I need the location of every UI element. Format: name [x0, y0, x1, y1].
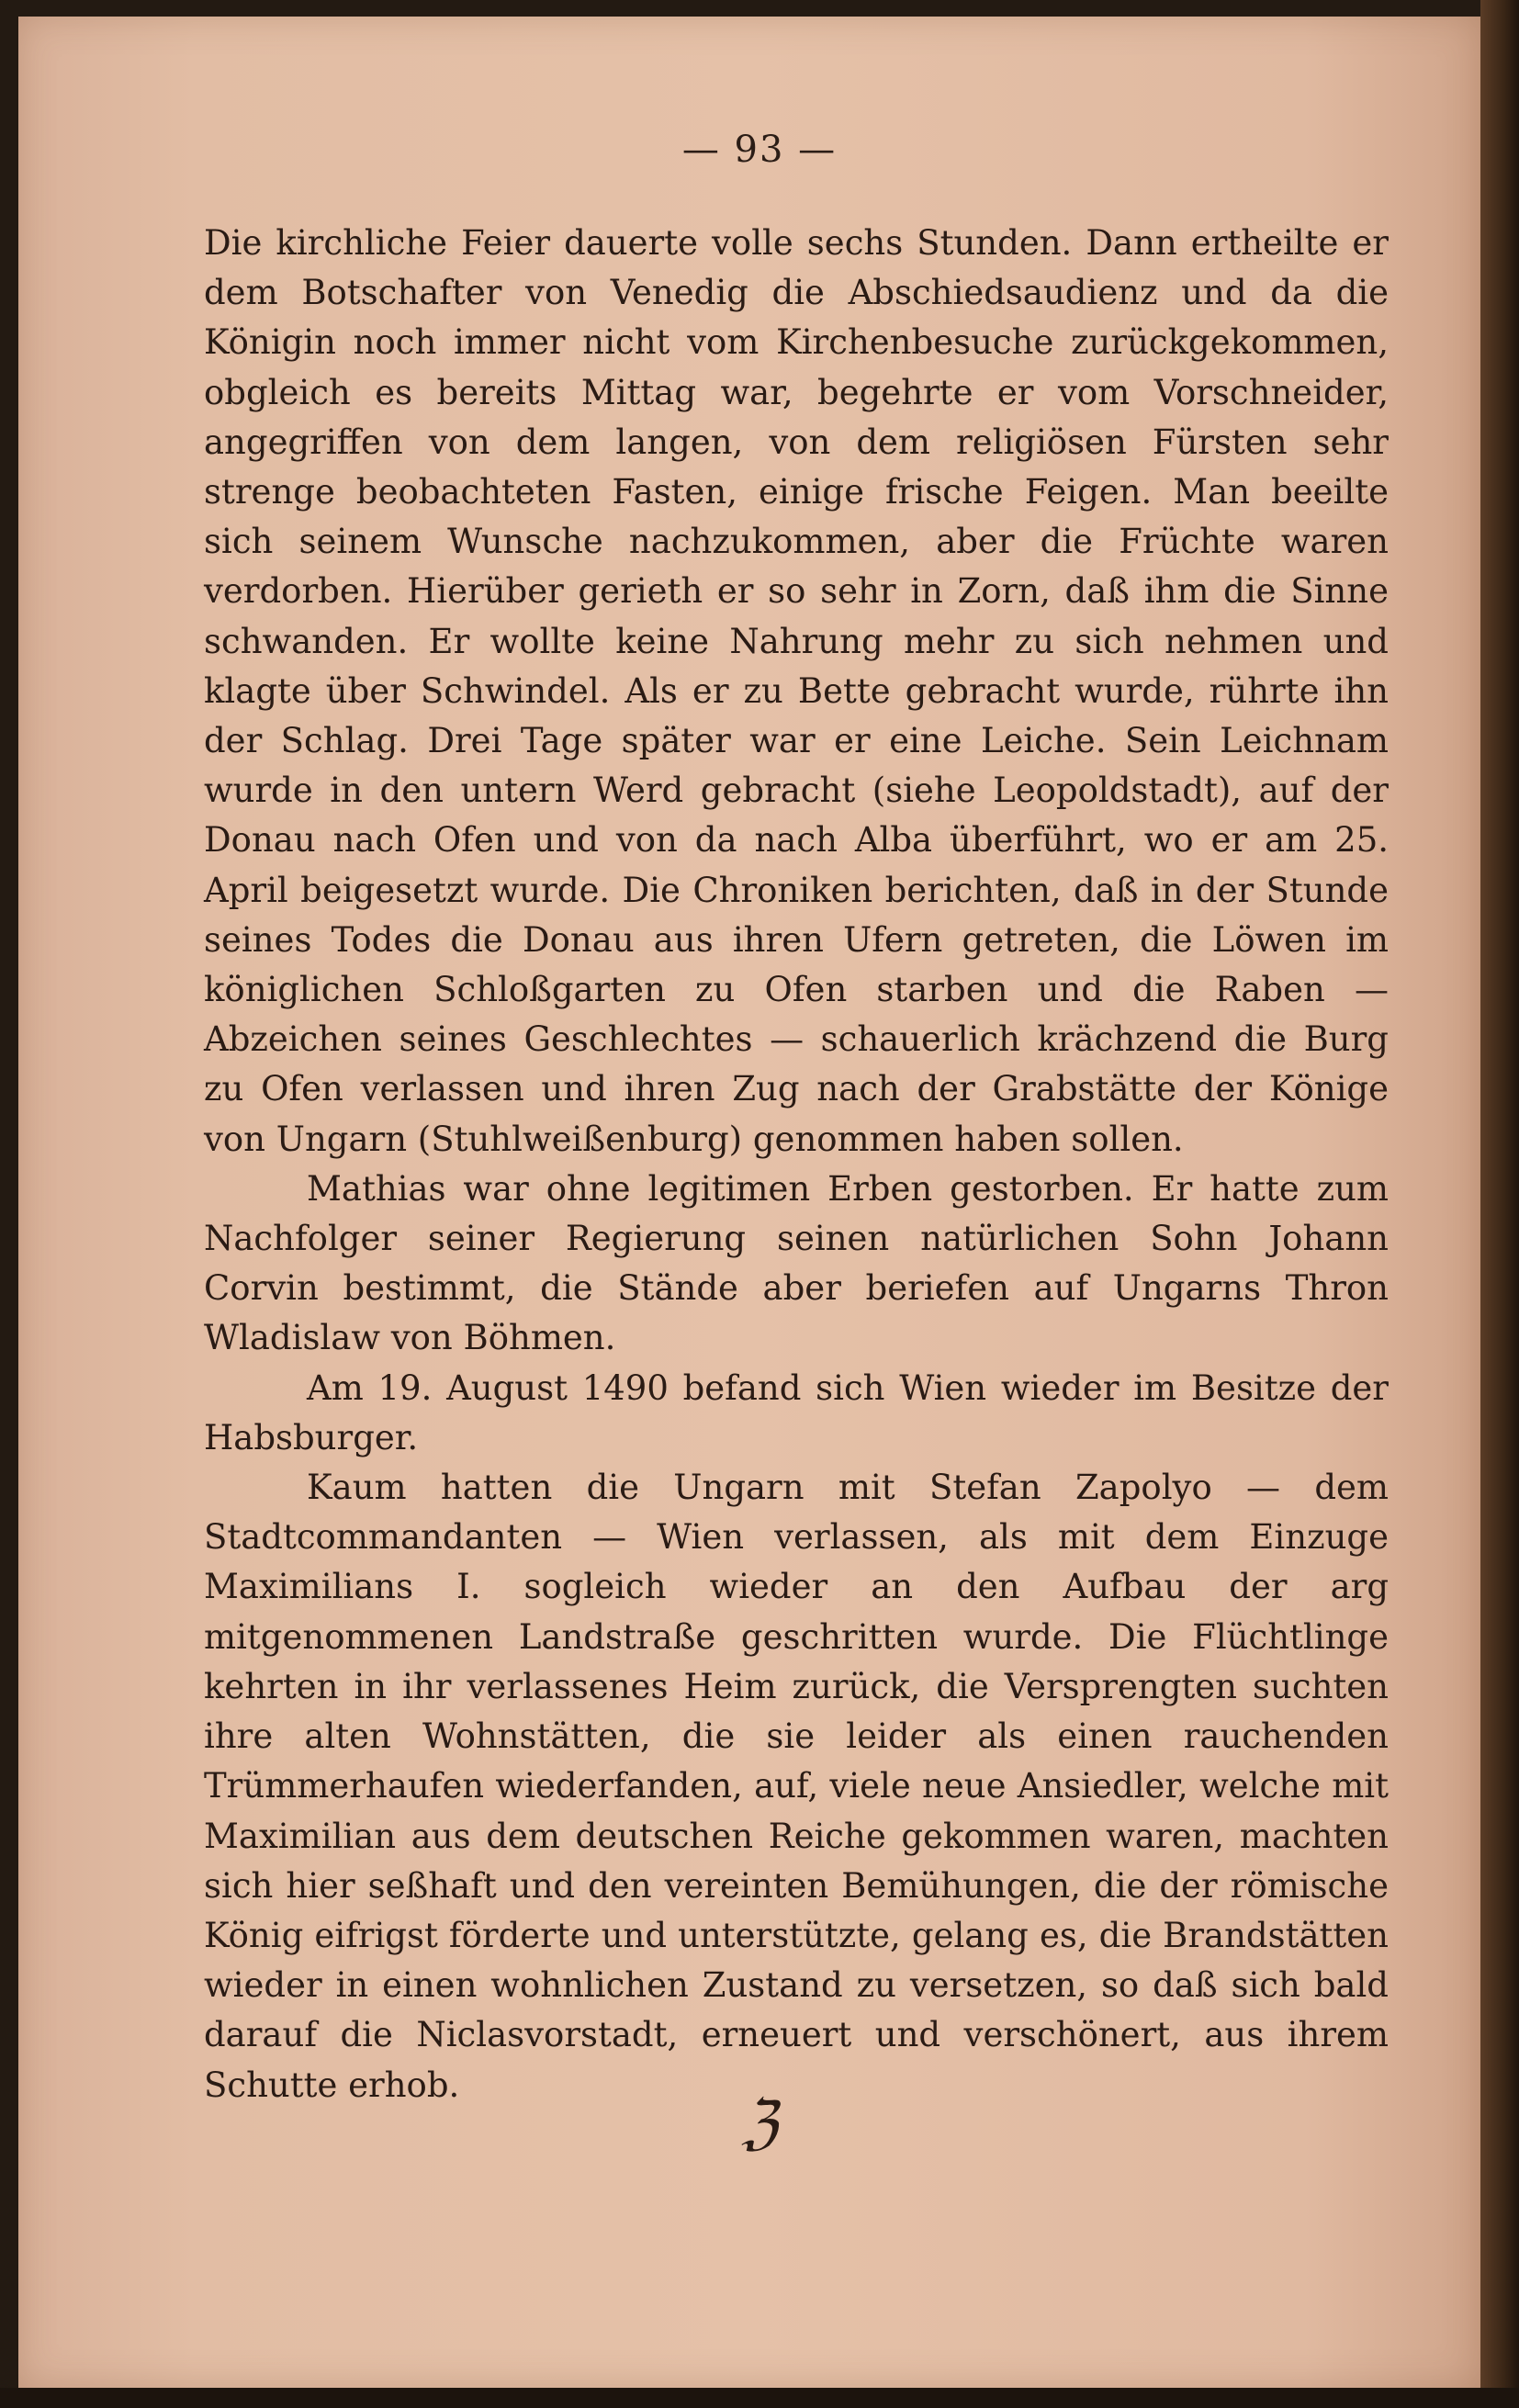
signature-mark: ℨ [741, 2089, 778, 2157]
paragraph-3: Am 19. August 1490 befand sich Wien wieder im Besitze der Habsburger. [204, 1367, 1389, 1457]
scan-bottom-edge [0, 2388, 1519, 2408]
book-spine-edge [1480, 0, 1519, 2408]
page-number: — 93 — [681, 129, 838, 171]
paragraph-1: Die kirchliche Feier dauerte volle sechs Stunden. Dann ertheilte er dem Botschafter von Venedig die Abschiedsaudienz und da die Königin noch immer nicht vom Kirchenbesuche zurückgekommen, obgleich es bereits Mittag war, begehrte er vom Vorschneider, angegriffen von dem langen, von dem religiösen Fürsten sehr strenge beobachteten Fasten, einige frische Feigen. Man beeilte sich seinem Wunsche nachzukommen, aber die Früchte waren verdorben. Hierüber gerieth er so sehr in Zorn, daß ihm die Sinne schwanden. Er wollte keine Nahrung mehr zu sich nehmen und klagte über Schwindel. Als er zu Bette gebracht wurde, rührte ihn der Schlag. Drei Tage später war er eine Leiche. Sein Leichnam wurde in den untern Werd gebracht (siehe Leopoldstadt), auf der Donau nach Ofen und von da nach Alba überführt, wo er am 25. April beigesetzt wurde. Die Chroniken berichten, daß in der Stunde seines Todes die Donau aus ihren Ufern getreten, die Löwen im königlichen Schloßgarten zu Ofen starben und die Raben — Abzeichen seines Geschlechtes — schauerlich krächzend die Burg zu Ofen verlassen und ihren Zug nach der Grabstätte der Könige von Ungarn (Stuhlweißenburg) genommen haben sollen. [204, 223, 1389, 1159]
body-text [204, 219, 1389, 2110]
paragraph-4: Kaum hatten die Ungarn mit Stefan Zapolyo — dem Stadtcommandanten — Wien verlassen, als mit dem Einzuge Maximilians I. sogleich wieder an den Aufbau der arg mitgenommenen Landstraße geschritten wurde. Die Flüchtlinge kehrten in ihr verlassenes Heim zurück, die Versprengten suchten ihre alten Wohnstätten, die sie leider als einen rauchenden Trümmerhaufen wiederfanden, auf, viele neue Ansiedler, welche mit Maximilian aus dem deutschen Reiche gekommen waren, machten sich hier seßhaft und den vereinten Bemühungen, die der römische König eifrigst förderte und unterstützte, gelang es, die Brandstätten wieder in einen wohnlichen Zustand zu versetzen, so daß sich bald darauf die Niclasvorstadt, erneuert und verschönert, aus ihrem Schutte erhob. [204, 1468, 1389, 2105]
paragraph-2: Mathias war ohne legitimen Erben gestorben. Er hatte zum Nachfolger seiner Regierung seinen natürlichen Sohn Johann Corvin bestimmt, die Stände aber beriefen auf Ungarns Thron Wladislaw von Böhmen. [204, 1168, 1389, 1358]
